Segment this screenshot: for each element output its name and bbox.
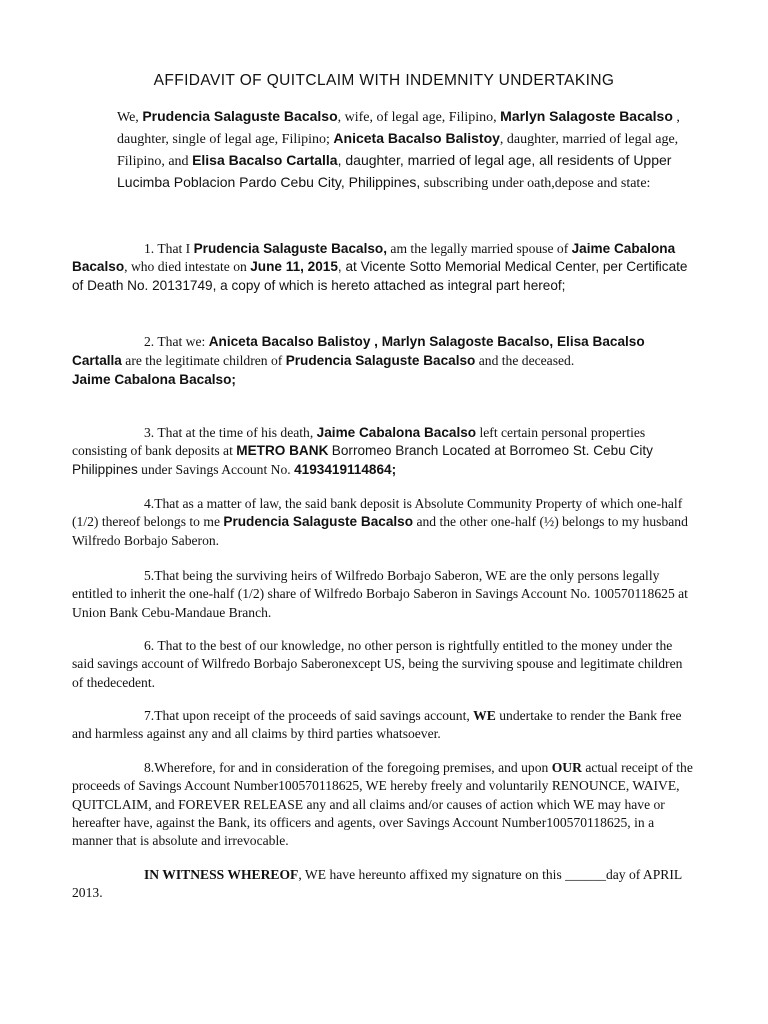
name-marlyn: Marlyn Salagoste Bacalso bbox=[500, 108, 673, 124]
signature-day-blank: ______ bbox=[565, 867, 606, 882]
p1-text-a: 1. That I bbox=[144, 241, 191, 256]
intro-text-5: subscribing under oath,depose and state: bbox=[423, 176, 651, 191]
paragraph-7 bbox=[72, 707, 694, 744]
p1-name-jaime: Jaime Cabalona Bacalso bbox=[72, 241, 676, 275]
name-aniceta: Aniceta Bacalso Balistoy bbox=[333, 130, 500, 146]
p7-text-a: 7.That upon receipt of the proceeds of said savings account, bbox=[144, 708, 470, 723]
p2-name-jaime: Jaime Cabalona Bacalso; bbox=[72, 372, 236, 387]
intro-text-4: , daughter, married of legal age, all residents of Upper Lucimba Poblacion Pardo Cebu City, Philippines, bbox=[117, 152, 672, 190]
p1-name-prudencia: Prudencia Salaguste Bacalso, bbox=[193, 241, 388, 256]
p7-we: WE bbox=[473, 708, 496, 723]
paragraph-1 bbox=[72, 240, 694, 295]
p2-names: Aniceta Bacalso Balistoy , Marlyn Salagoste Bacalso, Elisa Bacalso Cartalla bbox=[72, 334, 645, 368]
p4-name-prudencia: Prudencia Salaguste Bacalso bbox=[223, 514, 414, 530]
p2-name-prudencia: Prudencia Salaguste Bacalso bbox=[285, 353, 476, 368]
p3-account-number: 4193419114864; bbox=[294, 461, 397, 477]
name-elisa: Elisa Bacalso Cartalla bbox=[192, 152, 338, 168]
witness-bold: IN WITNESS WHEREOF bbox=[144, 867, 299, 882]
p4-text-a: 4.That as a matter of law, the said bank deposit is Absolute Community Property of which one-half (1/2) thereof belongs to me bbox=[72, 496, 683, 530]
intro-we: We, bbox=[117, 110, 139, 125]
document-title: AFFIDAVIT OF QUITCLAIM WITH INDEMNITY UNDERTAKING bbox=[153, 72, 615, 89]
paragraph-3 bbox=[72, 424, 694, 479]
paragraph-8 bbox=[72, 759, 694, 850]
p1-date: June 11, 2015 bbox=[250, 259, 338, 275]
p7-text-b: undertake to render the Bank free and harmless against any and all claims by third parties whatsoever. bbox=[72, 708, 682, 742]
name-prudencia: Prudencia Salaguste Bacalso bbox=[142, 108, 338, 124]
paragraph-4 bbox=[72, 495, 694, 550]
intro-text-1: , wife, of legal age, Filipino, bbox=[337, 110, 497, 125]
p1-text-b: am the legally married spouse of bbox=[390, 241, 569, 256]
p3-text-b: left certain personal properties consisting of bank deposits at bbox=[72, 425, 646, 459]
paragraph-6 bbox=[72, 637, 694, 692]
p6-text: 6. That to the best of our knowledge, no other person is rightfully entitled to the money under the said savings account of Wilfredo Borbajo Saberonexcept US, being the surviving spouse and legitimate children of thedecedent. bbox=[72, 638, 683, 690]
p2-text-a: 2. That we: bbox=[144, 334, 206, 349]
intro-paragraph bbox=[117, 106, 701, 194]
p3-text-a: 3. That at the time of his death, bbox=[144, 425, 314, 440]
intro-text-3: , daughter, married of legal age, Filipino, and bbox=[117, 132, 679, 169]
p2-text-c: and the deceased. bbox=[478, 353, 575, 368]
p4-text-b: and the other one-half (½) belongs to my husband Wilfredo Borbajo Saberon. bbox=[72, 514, 688, 548]
p5-text: 5.That being the surviving heirs of Wilfredo Borbajo Saberon, WE are the only persons legally entitled to inherit the one-half (1/2) share of Wilfredo Borbajo Saberon in Savings Account No. 100570118625 at Union Bank Cebu-Mandaue Branch. bbox=[72, 568, 688, 620]
paragraph-2 bbox=[72, 332, 694, 389]
p8-text-b: actual receipt of the proceeds of Savings Account Number100570118625, WE hereby freely and voluntarily RENOUNCE, WAIVE, QUITCLAIM, and FOREVER RELEASE any and all claims and/or causes of action which WE may have or hereafter have, against the Bank, its officers and agents, over Savings Account Number100570118625, in a manner that is absolute and irrevocable. bbox=[72, 760, 693, 849]
witness-text-a: , WE have hereunto affixed my signature on this bbox=[298, 867, 562, 882]
p3-name-jaime: Jaime Cabalona Bacalso bbox=[316, 425, 477, 440]
p8-text-a: 8.Wherefore, for and in consideration of the foregoing premises, and upon bbox=[144, 760, 549, 775]
p8-our: OUR bbox=[551, 760, 582, 775]
p1-text-c: , who died intestate on bbox=[124, 259, 247, 275]
p1-text-d: , at Vicente Sotto Memorial Medical Center, per Certificate of Death No. 20131749, a copy of which is hereto attached as integral part hereof; bbox=[72, 259, 688, 293]
p3-text-d: under Savings Account No. bbox=[141, 461, 291, 477]
p2-text-b: are the legitimate children of bbox=[125, 353, 283, 368]
paragraph-5 bbox=[72, 567, 694, 622]
intro-text-2: , daughter, single of legal age, Filipino; bbox=[117, 110, 680, 147]
witness-paragraph bbox=[72, 866, 694, 903]
witness-text-b: day of APRIL 2013. bbox=[72, 867, 682, 901]
p3-bank-name: METRO BANK bbox=[236, 443, 329, 459]
p3-text-c: Borromeo Branch Located at Borromeo St. Cebu City Philippines bbox=[72, 443, 653, 477]
